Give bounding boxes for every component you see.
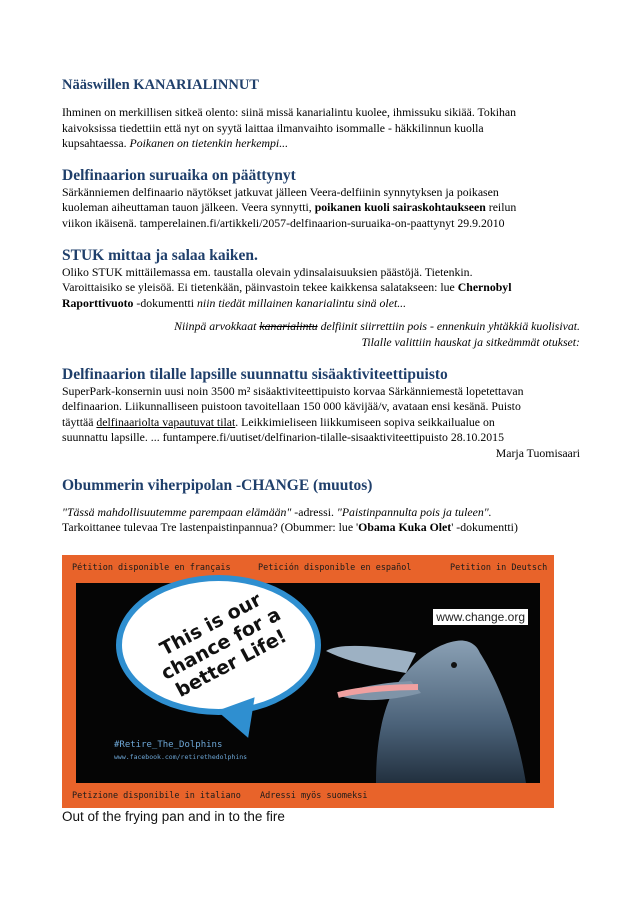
heading-change: Obummerin viherpipolan -CHANGE (muutos)	[62, 476, 373, 494]
poster-label-fi: Adressi myös suomeksi	[260, 791, 368, 801]
author: Marja Tuomisaari	[495, 445, 580, 460]
heading-delfinaarion-suruaika: Delfinaarion suruaika on päättynyt	[62, 166, 296, 184]
heading-stuk: STUK mittaa ja salaa kaiken.	[62, 246, 258, 264]
petition-poster-image	[62, 555, 554, 808]
paragraph-change: "Tässä mahdollisuutemme parempaan elämään" -adressi. "Paistinpannulta pois ja tuleen". Tarkoittanee tulevaa Tre lastenpaistinpannua? (Obummer: lue 'Obama Kuka Olet' -dokumentti)	[62, 504, 518, 535]
quote-block: Niinpä arvokkaat kanarialintu delfiinit siirrettiin pois - ennenkuin yhtäkkiä kuolisivat. Tilalle valittiin hauskat ja sitkeämmät otukset:	[174, 319, 580, 349]
source-link-tamperelainen[interactable]: viikon ikäisenä. tamperelainen.fi/artikkeli/2057-delfinaarion-suruaika-on-paattynyt 29.9.2010	[62, 215, 505, 230]
link-raporttivuoto[interactable]: Raporttivuoto	[62, 295, 134, 310]
paragraph-delfinaarion-suruaika: Särkänniemen delfinaario näytökset jatkuvat jälleen Veera-delfiinin synnytyksen ja poikasen kuoleman aiheuttaman tauon jälkeen. Veera synnytti, poikanen kuoli sairaskohtaukseen reilun viikon ikäisenä. tamperelainen.fi/artikkeli/2057-delfinaarion-suruaika-on-paattynyt 29.9.2010	[62, 185, 580, 232]
poster-label-de: Petition in Deutsch	[450, 563, 548, 573]
poster-label-it: Petizione disponibile in italiano	[72, 791, 241, 801]
poster-label-fr: Pétition disponible en français	[72, 563, 231, 573]
source-link-funtampere[interactable]: suunnattu lapsille. ... funtampere.fi/uutiset/delfinarion-tilalle-sisaaktiviteettipuisto 28.10.2015	[62, 430, 504, 445]
paragraph-kanarialinnut: Ihminen on merkillisen sitkeä olento: siinä missä kanarialintu kuolee, ihmissuku sikiää. Tokihan kaivoksissa tiedettiin että nyt on syytä laittaa ilmanvaihto isommalle - häkkilinnun kuolla kupsahtaessa. Poikanen on tietenkin herkempi...	[62, 105, 517, 151]
document-body	[62, 76, 580, 536]
link-obama-kuka-olet[interactable]: Obama Kuka Olet	[358, 520, 452, 535]
paragraph-stuk: Oliko STUK mittäilemassa em. taustalla olevain ydinsalaisuuksien päästöjä. Tietenkin. Varoittaisiko se yleisöä. Ei tietenkään, päinvastoin tekee kaikkensa salatakseen: lue Chernobyl Raporttivuoto -dokumentti niin tiedät millainen kanarialintu sinä olet...	[62, 264, 512, 310]
link-vapautuvat-tilat[interactable]: delfinaariolta vapautuvat tilat	[96, 414, 236, 429]
heading-sisaaktiviteettipuisto: Delfinaarion tilalle lapsille suunnattu sisäaktiviteettipuisto	[62, 365, 448, 383]
link-chernobyl[interactable]: Chernobyl	[457, 280, 512, 295]
poster-label-es: Petición disponible en español	[258, 563, 412, 573]
heading-kanarialinnut: Nääswillen KANARIALINNUT	[62, 77, 259, 93]
poster-caption: Out of the frying pan and in to the fire	[62, 808, 312, 826]
poster-url: www.change.org	[433, 609, 528, 625]
speech-bubble-text: This is our chance for a better Life!	[156, 588, 291, 702]
paragraph-sisaaktiviteettipuisto: SuperPark-konsernin uusi noin 3500 m² sisäaktiviteettipuisto korvaa Särkänniemestä lopetettavan delfinaarion. Liikunnalliseen puistoon tavoitellaan 150 000 kävijää/v, avataan ensi kesänä. Puisto täyttää delfinaariolta vapautuvat tilat. Leikkimieliseen liikkumiseen sopiva seikkailualue on suunnattu lapsille. ... funtampere.fi/uutiset/delfinarion-tilalle-sisaaktiviteettipuisto 28.10.2015 Marja Tuomisaari	[62, 383, 580, 460]
poster-hashtag: #Retire_The_Dolphins www.facebook.com/retirethedolphins	[114, 740, 248, 761]
